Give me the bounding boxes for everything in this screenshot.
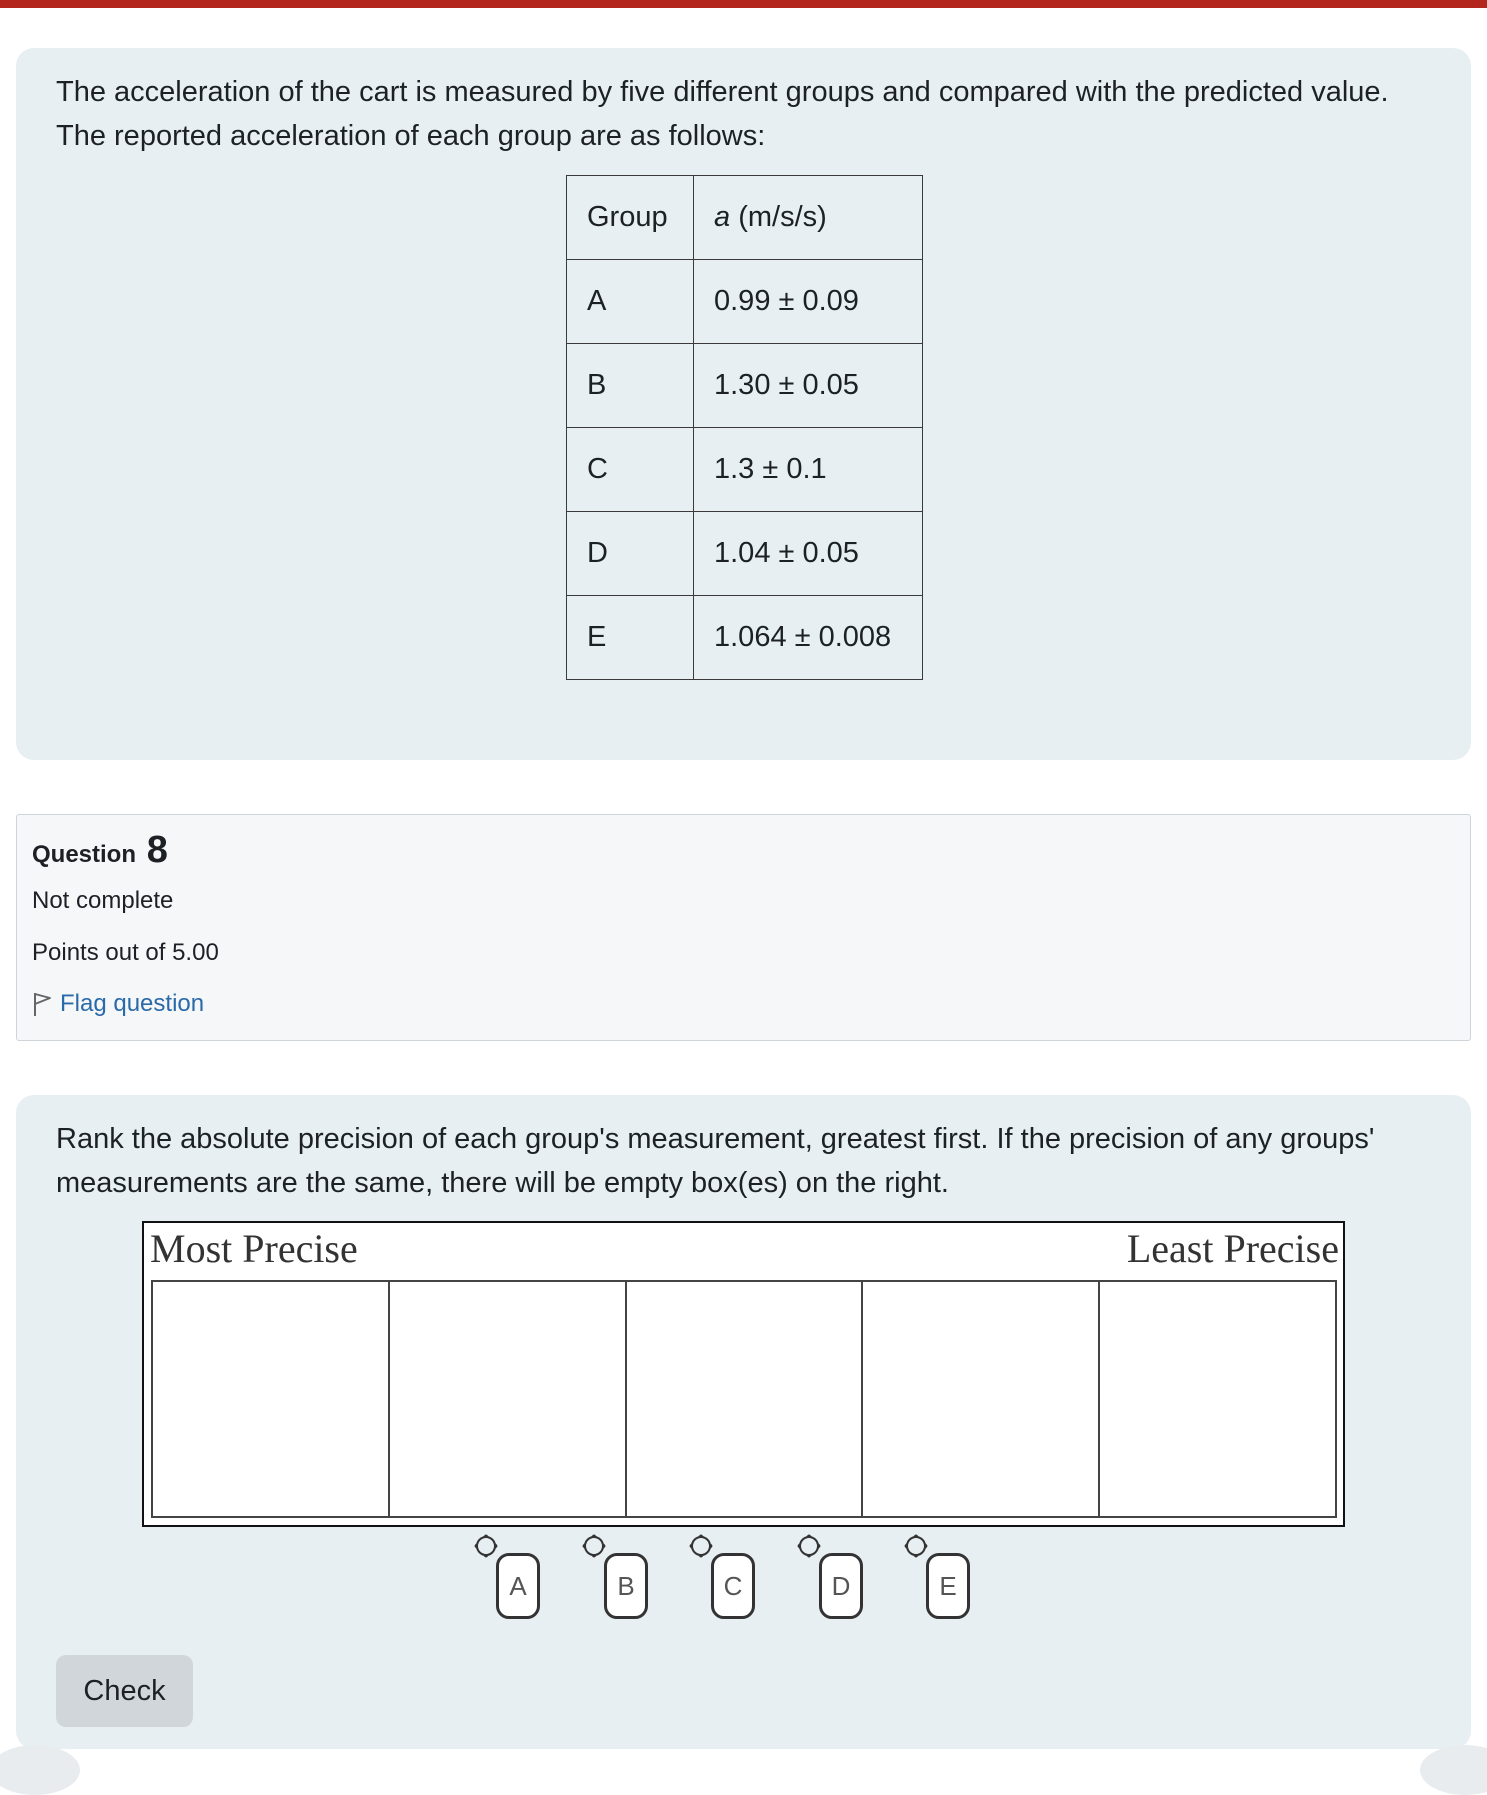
choice-tile-a[interactable]: A (496, 1553, 540, 1619)
row-group: B (567, 344, 694, 428)
question-info-box (16, 814, 1471, 1041)
row-value: 1.064 ± 0.008 (694, 596, 923, 680)
least-precise-label: Least Precise (1126, 1226, 1339, 1271)
question-prompt: Rank the absolute precision of each group's measurement, greatest first. If the precision of any groups' measurements are the same, there will be empty box(es) on the right. (56, 1123, 1375, 1199)
choice-item (689, 1533, 779, 1623)
drop-zone-5[interactable] (1100, 1282, 1335, 1516)
table-header-row (567, 176, 923, 260)
top-accent-bar (0, 0, 1487, 8)
question-text-panel-previous (16, 48, 1471, 760)
move-handle-icon[interactable] (904, 1533, 932, 1561)
table-row (567, 596, 923, 680)
previous-question-prompt: The acceleration of the cart is measured by five different groups and compared with the predicted value. The reported acceleration of each group are as follows: (56, 76, 1389, 152)
choice-item (904, 1533, 994, 1623)
corner-decoration-right (1420, 1745, 1487, 1795)
drop-zone-2[interactable] (390, 1282, 627, 1516)
acceleration-table (566, 175, 923, 680)
header-acceleration (694, 176, 923, 260)
flag-question-link[interactable] (32, 990, 204, 1018)
row-group: C (567, 428, 694, 512)
choice-item (474, 1533, 564, 1623)
row-value: 0.99 ± 0.09 (694, 260, 923, 344)
flag-question-label[interactable]: Flag question (60, 990, 205, 1017)
table-row (567, 512, 923, 596)
move-handle-icon[interactable] (797, 1533, 825, 1561)
choice-item (797, 1533, 887, 1623)
corner-decoration-left (0, 1745, 80, 1795)
table-row (567, 428, 923, 512)
drop-zone-4[interactable] (863, 1282, 1100, 1516)
row-group: E (567, 596, 694, 680)
most-precise-label: Most Precise (150, 1226, 358, 1271)
move-handle-icon[interactable] (689, 1533, 717, 1561)
question-label: Question (32, 841, 137, 868)
drop-zone-1[interactable] (153, 1282, 390, 1516)
row-value: 1.3 ± 0.1 (694, 428, 923, 512)
drop-zone-3[interactable] (627, 1282, 864, 1516)
choice-tile-b[interactable]: B (604, 1553, 648, 1619)
choice-item (582, 1533, 672, 1623)
check-button[interactable]: Check (56, 1655, 193, 1727)
flag-icon (32, 991, 52, 1017)
row-value: 1.04 ± 0.05 (694, 512, 923, 596)
row-group: A (567, 260, 694, 344)
table-row (567, 260, 923, 344)
question-number-heading (32, 829, 168, 872)
move-handle-icon[interactable] (474, 1533, 502, 1561)
drop-zone-row (151, 1280, 1337, 1518)
draggable-choices (16, 1533, 1471, 1623)
question-state: Not complete (32, 887, 174, 914)
choice-tile-d[interactable]: D (819, 1553, 863, 1619)
header-group: Group (567, 176, 694, 260)
table-row (567, 344, 923, 428)
question-text-panel (16, 1095, 1471, 1749)
row-value: 1.30 ± 0.05 (694, 344, 923, 428)
drop-target-image (142, 1221, 1345, 1527)
choice-tile-c[interactable]: C (711, 1553, 755, 1619)
question-number: 8 (146, 829, 168, 871)
question-grade: Points out of 5.00 (32, 939, 219, 966)
choice-tile-e[interactable]: E (926, 1553, 970, 1619)
row-group: D (567, 512, 694, 596)
move-handle-icon[interactable] (582, 1533, 610, 1561)
header-unit: (m/s/s) (730, 201, 827, 233)
header-variable: a (714, 201, 731, 233)
